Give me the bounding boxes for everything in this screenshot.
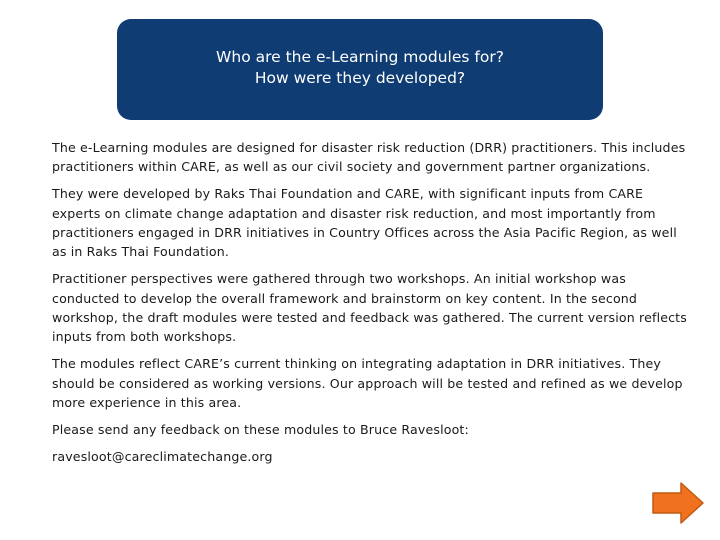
paragraph-feedback: Please send any feedback on these modules to Bruce Ravesloot:	[52, 422, 469, 438]
paragraph-working-versions: The modules reflect CARE’s current thinking on integrating adaptation in DRR initiatives. They should be considered as working versions. Our approach will be tested and refined as we develop more experience in this area.	[52, 356, 683, 410]
paragraph-audience: The e-Learning modules are designed for disaster risk reduction (DRR) practitioners. This includes practitioners within CARE, as well as our civil society and government partner organizations.	[52, 140, 686, 175]
right-arrow-icon	[652, 482, 704, 524]
slide-title-line-2: How were they developed?	[254, 68, 466, 87]
next-slide-button[interactable]	[652, 482, 704, 524]
slide-title-line-1: Who are the e-Learning modules for?	[216, 47, 504, 66]
contact-email[interactable]: ravesloot@careclimatechange.org	[52, 449, 273, 465]
paragraph-workshops: Practitioner perspectives were gathered through two workshops. An initial workshop was conducted to develop the overall framework and brainstorm on key content. In the second workshop, the draft modules were tested and feedback was gathered. The current version reflects inputs from both workshops.	[52, 271, 687, 345]
right-arrow-shape	[653, 483, 703, 523]
slide-title-box	[117, 19, 603, 120]
paragraph-development: They were developed by Raks Thai Foundation and CARE, with significant inputs from CARE experts on climate change adaptation and disaster risk reduction, and most importantly from practitioners engaged in DRR initiatives in Country Offices across the Asia Pacific Region, as well as in Raks Thai Foundation.	[52, 186, 677, 260]
slide-body	[52, 138, 692, 474]
